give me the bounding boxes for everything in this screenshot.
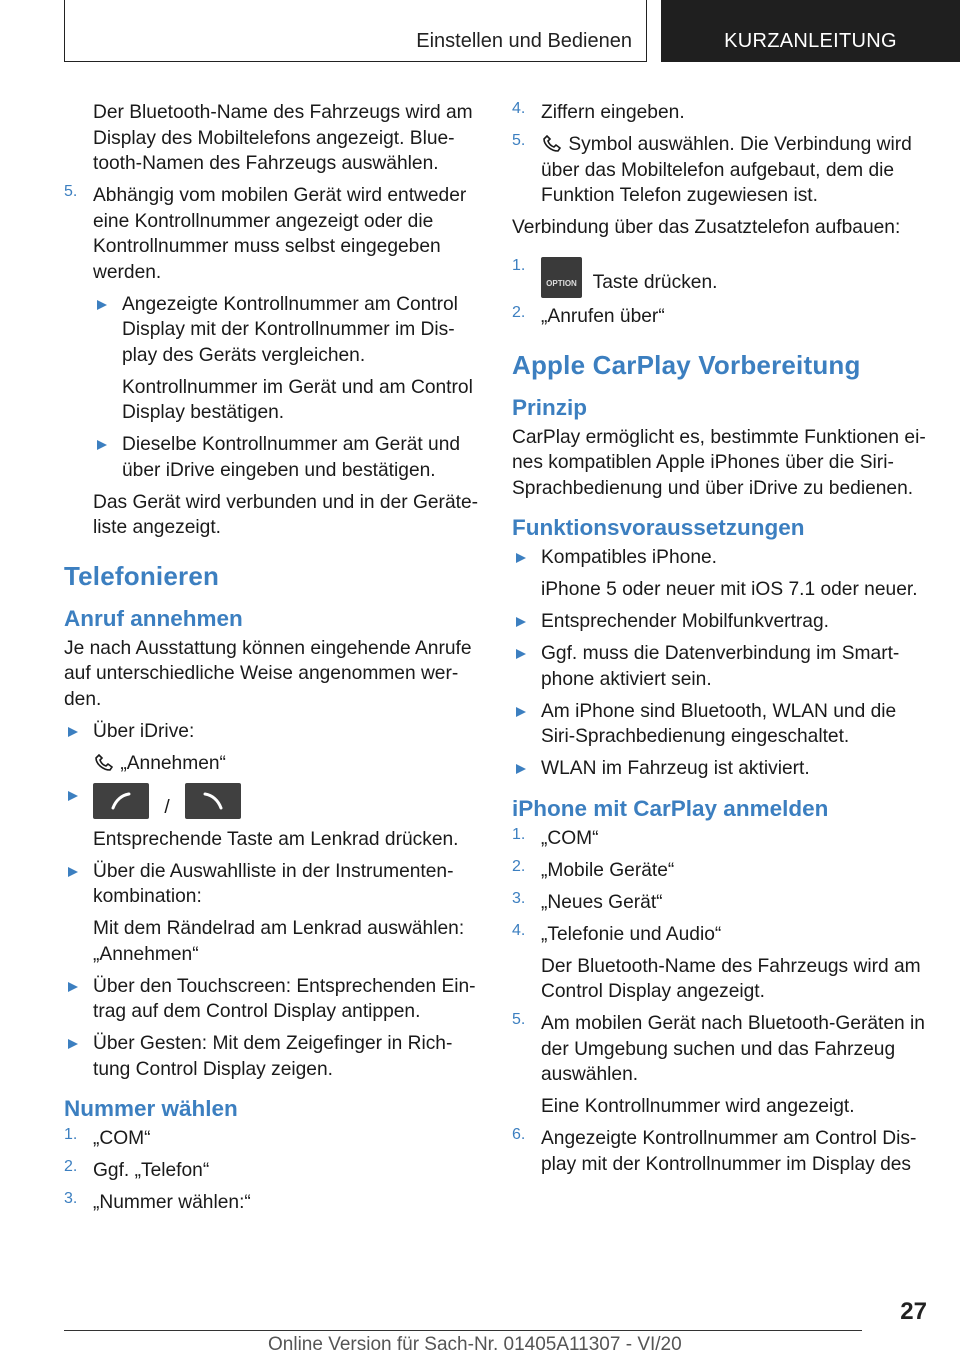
paragraph: Mit dem Rändelrad am Lenkrad auswählen: „Annehmen“	[93, 918, 465, 965]
section-tab	[64, 0, 647, 62]
bullet-triangle-icon	[68, 867, 78, 877]
bullet-triangle-icon	[68, 1039, 78, 1049]
heading-funktionsvoraussetzungen: Funktionsvoraussetzungen	[512, 515, 805, 540]
step-number: 2.	[64, 1158, 78, 1175]
bullet-triangle-icon	[68, 982, 78, 992]
paragraph: Das Gerät wird verbunden und in der Geräte-liste angezeigt.	[93, 491, 479, 538]
bullet-item	[512, 545, 930, 571]
bullet-text: Entsprechender Mobilfunkvertrag.	[541, 611, 829, 632]
bullet-triangle-icon	[68, 791, 78, 801]
bullet-text: WLAN im Fahrzeug ist aktiviert.	[541, 758, 810, 779]
chapter-tab	[661, 0, 960, 62]
section-title: Einstellen und Bedienen	[416, 30, 632, 52]
bullet-text: Über iDrive:	[93, 720, 195, 742]
bullet-triangle-icon	[97, 300, 107, 310]
list-item	[512, 922, 930, 948]
bullet-text: Über den Touchscreen: Entsprechenden Ein-trag auf dem Control Display antippen.	[93, 975, 476, 1022]
bullet-triangle-icon	[516, 617, 526, 627]
step-number: 3.	[512, 889, 526, 907]
bullet-triangle-icon	[516, 707, 526, 717]
step-number: 2.	[512, 857, 526, 875]
step-number: 1.	[512, 256, 526, 274]
paragraph: Eine Kontrollnummer wird angezeigt.	[541, 1096, 855, 1117]
bullet-text	[93, 783, 484, 821]
step-number: 1.	[512, 825, 526, 843]
heading-carplay: Apple CarPlay Vorbereitung	[512, 349, 861, 380]
option-button-icon: OPTION	[541, 257, 582, 298]
step-text: „COM“	[541, 827, 599, 849]
right-column	[512, 100, 930, 1184]
list-item	[512, 826, 930, 852]
step-text: Ziffern eingeben.	[541, 102, 685, 123]
bullet-triangle-icon	[516, 553, 526, 563]
heading-prinzip: Prinzip	[512, 394, 588, 420]
step-number: 6.	[512, 1126, 526, 1143]
step-number: 1.	[64, 1126, 78, 1143]
step-number: 5.	[512, 132, 526, 149]
step-number: 4.	[512, 921, 526, 939]
step-number: 2.	[512, 304, 526, 321]
list-item	[512, 1126, 930, 1177]
bullet-text: Am iPhone sind Bluetooth, WLAN und die Siri-Sprachbedienung eingeschaltet.	[541, 700, 897, 747]
bullet-text: Dieselbe Kontrollnummer am Gerät und über iDrive eingeben und bestätigen.	[122, 434, 461, 481]
bullet-triangle-icon	[516, 649, 526, 659]
paragraph: Verbindung über das Zusatztelefon aufbauen:	[512, 217, 901, 238]
list-item	[512, 858, 930, 884]
bullet-item	[64, 859, 484, 910]
paragraph: iPhone 5 oder neuer mit iOS 7.1 oder neuer.	[541, 579, 918, 600]
bullet-item	[64, 1031, 484, 1082]
bullet-item	[64, 783, 484, 821]
heading-nummer-waehlen: Nummer wählen	[64, 1096, 238, 1121]
bullet-triangle-icon	[68, 727, 78, 737]
list-item	[64, 1126, 484, 1152]
page-header	[64, 0, 960, 64]
paragraph: Der Bluetooth-Name des Fahrzeugs wird am Control Display angezeigt.	[541, 955, 921, 1002]
list-item	[512, 132, 930, 209]
bullet-item	[512, 699, 930, 750]
list-item	[64, 183, 484, 285]
list-item	[512, 1011, 930, 1088]
list-item	[64, 1158, 484, 1184]
step-text: Angezeigte Kontrollnummer am Control Dis-play mit der Kontrollnummer im Display des	[541, 1128, 917, 1175]
step-text: „Telefonie und Audio“	[541, 923, 722, 945]
bullet-item	[64, 292, 484, 369]
list-item	[64, 1190, 484, 1216]
heading-anruf-annehmen: Anruf annehmen	[64, 605, 243, 631]
bullet-text: Angezeigte Kontrollnummer am Control Display mit der Kontrollnummer im Dis-play des Geräts vergleichen.	[122, 293, 458, 366]
paragraph	[64, 751, 484, 777]
step-text: Ggf. „Telefon“	[93, 1160, 210, 1181]
step-text: „Neues Gerät“	[541, 891, 663, 913]
step-text: OPTION Taste drücken.	[541, 257, 930, 298]
chapter-title: KURZANLEITUNG	[724, 30, 897, 52]
left-column	[64, 100, 484, 1222]
bullet-item	[64, 719, 484, 745]
bullet-item	[512, 641, 930, 692]
step-text: Symbol auswählen. Die Verbindung wird über das Mobiltelefon aufgebaut, dem die Funktion Telefon zugewiesen ist.	[541, 134, 912, 206]
paragraph: Der Bluetooth-Name des Fahrzeugs wird am Display des Mobiltelefons angezeigt. Blue-tooth-Namen des Fahrzeugs auswählen.	[93, 102, 473, 174]
step-text: „Mobile Geräte“	[541, 859, 675, 881]
phone-end-button-icon	[185, 783, 241, 819]
bullet-text: Kompatibles iPhone.	[541, 547, 717, 568]
paragraph: Je nach Ausstattung können eingehende Anrufe auf unterschiedliche Weise angenommen wer-den.	[64, 637, 472, 710]
phone-icon	[541, 135, 563, 153]
bullet-item	[64, 432, 484, 483]
paragraph: Kontrollnummer im Gerät und am Control Display bestätigen.	[122, 376, 473, 423]
bullet-item	[512, 609, 930, 635]
step-text: „Anrufen über“	[541, 306, 665, 327]
paragraph: Entsprechende Taste am Lenkrad drücken.	[93, 828, 459, 850]
footer-divider	[64, 1330, 862, 1331]
separator: /	[164, 796, 170, 818]
accept-label: „Annehmen“	[120, 752, 226, 774]
bullet-triangle-icon	[97, 440, 107, 450]
heading-iphone-anmelden: iPhone mit CarPlay anmelden	[512, 795, 829, 821]
list-item	[512, 890, 930, 916]
list-item	[512, 304, 930, 330]
paragraph: CarPlay ermöglicht es, bestimmte Funktionen ei-nes kompatiblen Apple iPhones über die Siri-Sprachbedienung und über iDrive zu bedienen.	[512, 426, 926, 499]
footer-text: Online Version für Sach-Nr. 01405A11307 - VI/20	[268, 1334, 682, 1355]
heading-telefonieren: Telefonieren	[64, 560, 220, 591]
list-item	[512, 100, 930, 126]
bullet-triangle-icon	[516, 764, 526, 774]
bullet-item	[512, 756, 930, 782]
bullet-text: Über die Auswahlliste in der Instrumenten-kombination:	[93, 860, 454, 907]
bullet-text: Über Gesten: Mit dem Zeigefinger in Rich-tung Control Display zeigen.	[93, 1033, 453, 1080]
step-number: 5.	[64, 183, 78, 200]
step-text: Am mobilen Gerät nach Bluetooth-Geräten in der Umgebung suchen und das Fahrzeug auswählen.	[541, 1013, 925, 1085]
step-number: 3.	[64, 1190, 78, 1207]
step-text: Abhängig vom mobilen Gerät wird entweder eine Kontrollnummer angezeigt oder die Kontrollnummer muss selbst eingegeben werden.	[93, 185, 467, 283]
step-text: „COM“	[93, 1128, 151, 1149]
bullet-text: Ggf. muss die Datenverbindung im Smart-phone aktiviert sein.	[541, 643, 900, 690]
step-number: 5.	[512, 1011, 526, 1028]
step-text: „Nummer wählen:“	[93, 1192, 251, 1213]
phone-icon	[93, 754, 115, 772]
list-item	[512, 257, 930, 298]
bullet-item	[64, 974, 484, 1025]
phone-accept-button-icon	[93, 783, 149, 819]
step-number: 4.	[512, 100, 526, 117]
page-number: 27	[900, 1298, 927, 1325]
